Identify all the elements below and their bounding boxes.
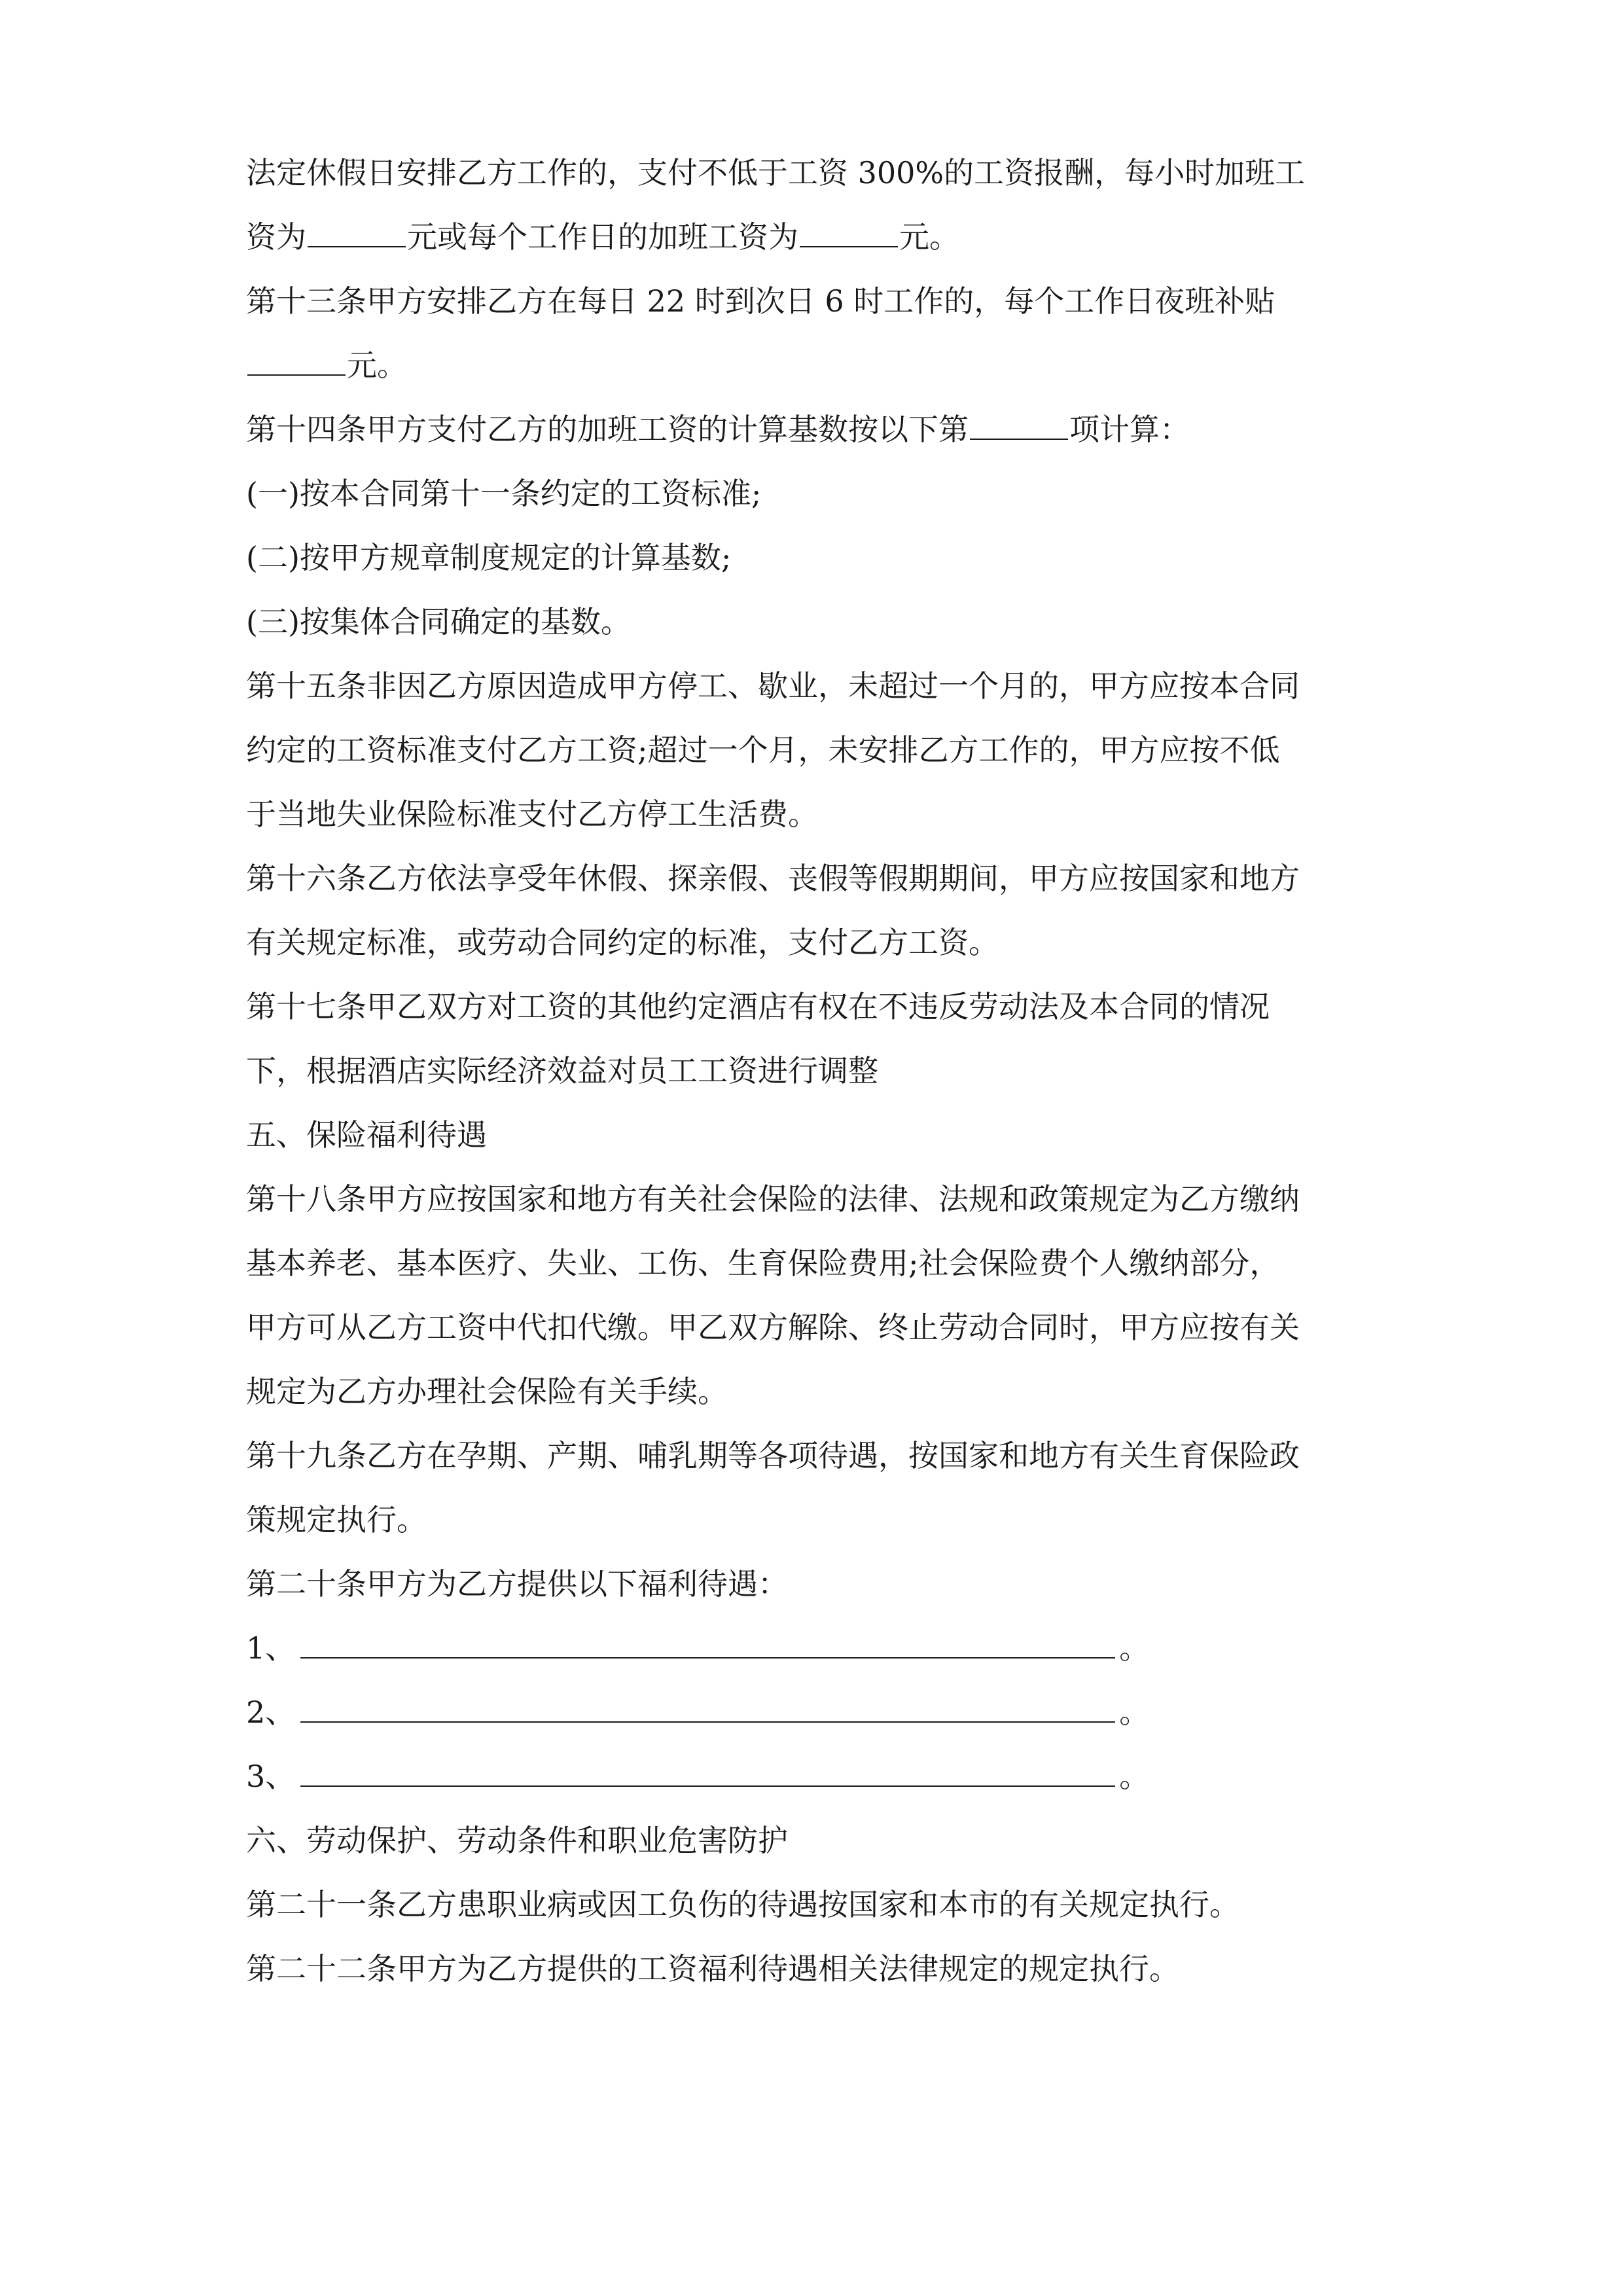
text-fragment: 项计算： xyxy=(1069,412,1190,447)
text-line: 于当地失业保险标准支付乙方停工生活费。 xyxy=(246,797,818,832)
fill-in-blank xyxy=(300,1759,1115,1787)
text-line: (三)按集体合同确定的基数。 xyxy=(246,604,631,639)
text-line: 第二十二条甲方为乙方提供的工资福利待遇相关法律规定的规定执行。 xyxy=(246,1951,1179,1986)
text-line: 规定为乙方办理社会保险有关手续。 xyxy=(246,1374,728,1409)
item-number: 1、 xyxy=(246,1630,296,1666)
text-line: 第十五条非因乙方原因造成甲方停工、歇业，未超过一个月的，甲方应按本合同 xyxy=(246,668,1300,704)
benefit-item xyxy=(246,1616,1374,1680)
text-fragment: 元或每个工作日的加班工资为 xyxy=(407,219,798,255)
text-fragment: 资为 xyxy=(246,219,306,255)
text-line: 第十八条甲方应按国家和地方有关社会保险的法律、法规和政策规定为乙方缴纳 xyxy=(246,1181,1300,1217)
section-heading: 五、保险福利待遇 xyxy=(246,1117,487,1153)
text-line: 第二十一条乙方患职业病或因工负伤的待遇按国家和本市的有关规定执行。 xyxy=(246,1887,1240,1922)
item-number: 3、 xyxy=(246,1759,296,1794)
text-fragment: 。 xyxy=(1119,1630,1150,1666)
fill-in-blank xyxy=(308,219,406,247)
benefit-item xyxy=(246,1744,1374,1808)
text-fragment: 元。 xyxy=(347,348,407,383)
text-line: (二)按甲方规章制度规定的计算基数; xyxy=(246,540,732,575)
text-line: 下，根据酒店实际经济效益对员工工资进行调整 xyxy=(246,1053,878,1088)
benefit-item xyxy=(246,1680,1374,1744)
text-line: 第十九条乙方在孕期、产期、哺乳期等各项待遇，按国家和地方有关生育保险政 xyxy=(246,1438,1300,1473)
text-fragment: 第十四条甲方支付乙方的加班工资的计算基数按以下第 xyxy=(246,412,969,447)
text-line xyxy=(246,397,1374,461)
text-line: 策规定执行。 xyxy=(246,1502,427,1537)
item-number: 2、 xyxy=(246,1695,296,1730)
text-line: (一)按本合同第十一条约定的工资标准; xyxy=(246,476,762,511)
fill-in-blank xyxy=(300,1695,1115,1723)
text-line: 第十三条甲方安排乙方在每日 22 时到次日 6 时工作的，每个工作日夜班补贴 xyxy=(246,283,1275,319)
text-line: 甲方可从乙方工资中代扣代缴。甲乙双方解除、终止劳动合同时，甲方应按有关 xyxy=(246,1310,1300,1345)
fill-in-blank xyxy=(970,412,1068,440)
text-line: 第十六条乙方依法享受年休假、探亲假、丧假等假期期间，甲方应按国家和地方 xyxy=(246,861,1300,896)
text-line xyxy=(246,205,1374,269)
fill-in-blank xyxy=(300,1630,1115,1659)
text-fragment: 元。 xyxy=(899,219,959,255)
text-line: 第二十条甲方为乙方提供以下福利待遇： xyxy=(246,1566,788,1602)
text-fragment: 。 xyxy=(1119,1695,1150,1730)
text-fragment: 。 xyxy=(1119,1759,1150,1794)
text-line: 有关规定标准，或劳动合同约定的标准，支付乙方工资。 xyxy=(246,925,999,960)
section-heading: 六、劳动保护、劳动条件和职业危害防护 xyxy=(246,1823,788,1858)
text-line: 约定的工资标准支付乙方工资;超过一个月，未安排乙方工作的，甲方应按不低 xyxy=(246,732,1280,768)
text-line: 法定休假日安排乙方工作的，支付不低于工资 300%的工资报酬，每小时加班工 xyxy=(246,155,1306,190)
fill-in-blank xyxy=(247,348,346,376)
text-line: 第十七条甲乙双方对工资的其他约定酒店有权在不违反劳动法及本合同的情况 xyxy=(246,989,1270,1024)
fill-in-blank xyxy=(800,219,898,247)
text-line: 基本养老、基本医疗、失业、工伤、生育保险费用;社会保险费个人缴纳部分， xyxy=(246,1246,1280,1281)
text-line xyxy=(246,333,1374,397)
